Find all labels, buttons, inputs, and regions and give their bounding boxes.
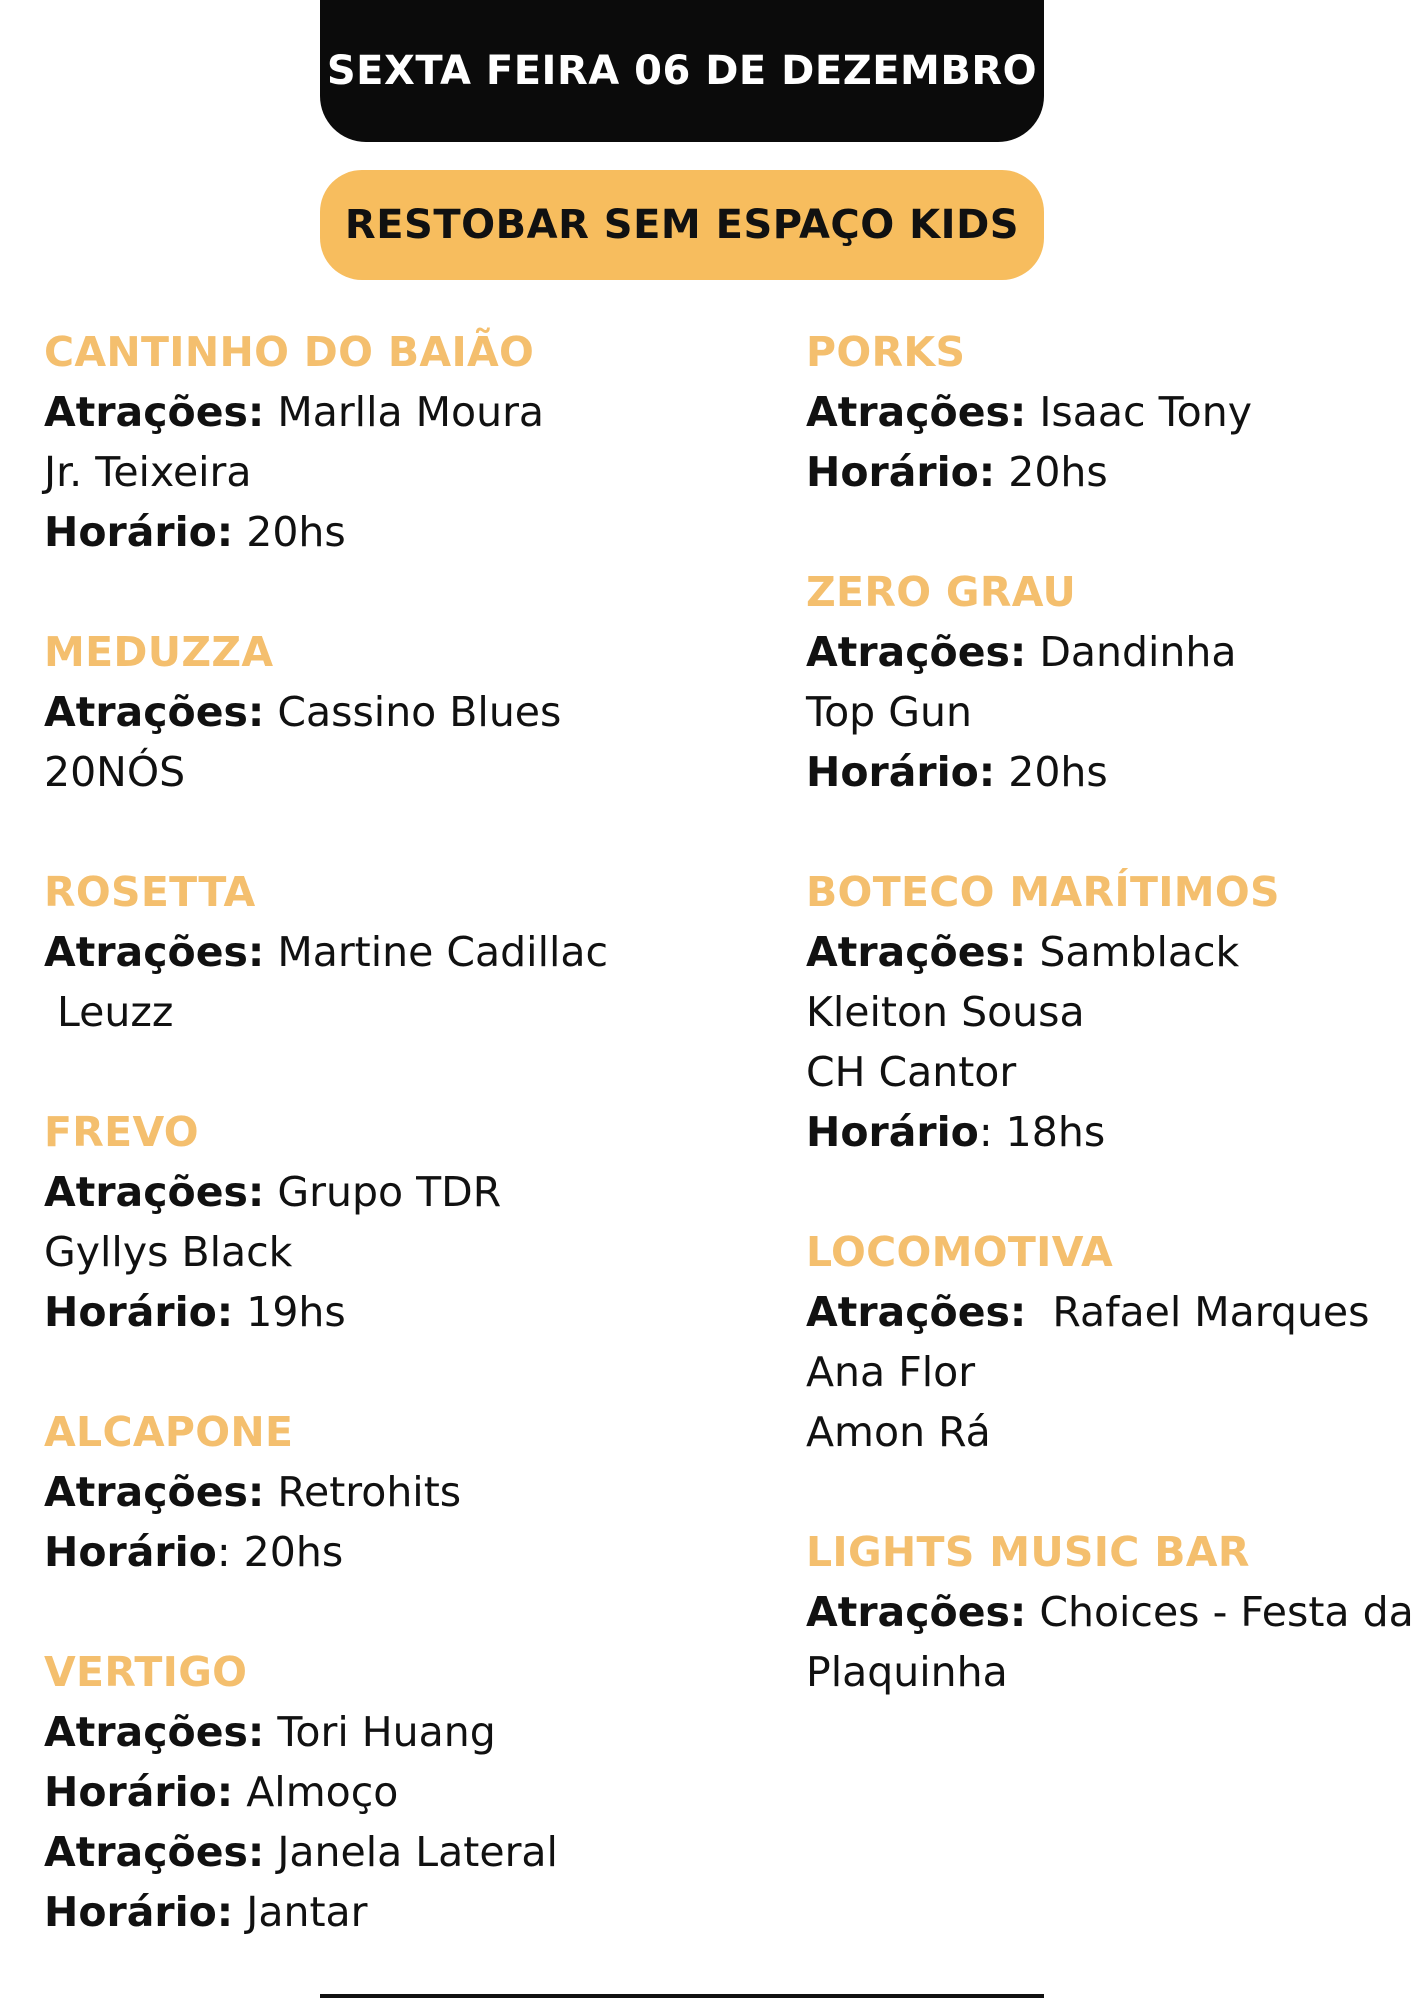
- venue-detail-line: [44, 502, 764, 562]
- venue-porks: [806, 322, 1416, 502]
- detail-label: Atrações:: [806, 1588, 1027, 1636]
- detail-value: Ana Flor: [806, 1348, 976, 1396]
- detail-label: Horário:: [806, 748, 996, 796]
- venue-detail-line: [806, 1402, 1416, 1462]
- detail-value: Kleiton Sousa: [806, 988, 1085, 1036]
- detail-value: Cassino Blues: [264, 688, 562, 736]
- detail-label: Atrações:: [44, 688, 265, 736]
- detail-label: Horário:: [806, 448, 996, 496]
- detail-value: Marlla Moura: [264, 388, 545, 436]
- venue-type-title: RESTOBAR SEM ESPAÇO KIDS: [344, 202, 1020, 248]
- venue-alcapone: [44, 1402, 764, 1582]
- venue-detail-line: [44, 1222, 764, 1282]
- venue-detail-line: [44, 682, 764, 742]
- detail-label: Atrações:: [44, 1828, 265, 1876]
- venue-detail-line: [806, 1342, 1416, 1402]
- venue-detail-line: [44, 382, 764, 442]
- detail-label: Horário:: [44, 1888, 234, 1936]
- detail-label: Atrações:: [806, 388, 1027, 436]
- venue-detail-line: [806, 742, 1416, 802]
- detail-value: Rafael Marques: [1026, 1288, 1370, 1336]
- venue-name: CANTINHO DO BAIÃO: [44, 328, 535, 376]
- venue-detail-line: [806, 922, 1416, 982]
- detail-value: Tori Huang: [264, 1708, 496, 1756]
- right-column: [806, 322, 1416, 1762]
- venue-type-banner: [320, 170, 1044, 280]
- venue-detail-line: [806, 1642, 1416, 1702]
- venue-cantinho-do-baiao: [44, 322, 764, 562]
- detail-label: Atrações:: [44, 1468, 265, 1516]
- detail-label: Horário:: [44, 1288, 234, 1336]
- venue-name: PORKS: [806, 328, 966, 376]
- venue-name: ALCAPONE: [44, 1408, 294, 1456]
- venue-detail-line: [806, 682, 1416, 742]
- detail-value: Isaac Tony: [1026, 388, 1253, 436]
- venue-name: VERTIGO: [44, 1648, 248, 1696]
- detail-value: Amon Rá: [806, 1408, 991, 1456]
- detail-label: Horário:: [44, 508, 234, 556]
- venue-detail-line: [44, 1822, 764, 1882]
- venue-detail-line: [44, 1162, 764, 1222]
- venue-detail-line: [806, 382, 1416, 442]
- detail-value: Dandinha: [1026, 628, 1237, 676]
- detail-label: Atrações:: [806, 928, 1027, 976]
- venue-detail-line: [44, 1522, 764, 1582]
- detail-value: Leuzz: [44, 988, 174, 1036]
- venue-name: ROSETTA: [44, 868, 256, 916]
- detail-label: Atrações:: [44, 928, 265, 976]
- detail-value: 20hs: [233, 508, 346, 556]
- venue-detail-line: [44, 922, 764, 982]
- detail-value: Martine Cadillac: [264, 928, 609, 976]
- venue-name: MEDUZZA: [44, 628, 274, 676]
- detail-value: Samblack: [1026, 928, 1240, 976]
- detail-label: Horário: [806, 1108, 979, 1156]
- venue-name: FREVO: [44, 1108, 199, 1156]
- venue-rosetta: [44, 862, 764, 1042]
- detail-label: Atrações:: [44, 388, 265, 436]
- detail-value: Jr. Teixeira: [44, 448, 252, 496]
- detail-value: 20hs: [995, 448, 1108, 496]
- detail-label: Atrações:: [44, 1708, 265, 1756]
- detail-value: Almoço: [233, 1768, 399, 1816]
- date-banner: [320, 0, 1044, 142]
- venue-lights-music-bar: [806, 1522, 1416, 1702]
- venue-meduzza: [44, 622, 764, 802]
- detail-value: : 20hs: [216, 1528, 344, 1576]
- venue-detail-line: [44, 1882, 764, 1942]
- detail-value: : 18hs: [978, 1108, 1106, 1156]
- venue-detail-line: [44, 1762, 764, 1822]
- venue-detail-line: [806, 982, 1416, 1042]
- venue-detail-line: [806, 1282, 1416, 1342]
- venue-detail-line: [806, 1042, 1416, 1102]
- detail-value: 20hs: [995, 748, 1108, 796]
- date-title: SEXTA FEIRA 06 DE DEZEMBRO: [326, 48, 1038, 94]
- detail-value: Plaquinha: [806, 1648, 1008, 1696]
- bottom-divider: [320, 1994, 1044, 1998]
- venue-detail-line: [44, 442, 764, 502]
- venue-detail-line: [806, 622, 1416, 682]
- venue-detail-line: [806, 1582, 1416, 1642]
- venue-detail-line: [44, 1462, 764, 1522]
- detail-value: Janela Lateral: [264, 1828, 558, 1876]
- detail-label: Horário:: [44, 1768, 234, 1816]
- detail-value: Jantar: [233, 1888, 368, 1936]
- detail-label: Atrações:: [44, 1168, 265, 1216]
- venue-detail-line: [44, 742, 764, 802]
- venue-detail-line: [44, 1282, 764, 1342]
- venue-detail-line: [44, 982, 764, 1042]
- venue-boteco-maritimos: [806, 862, 1416, 1162]
- detail-label: Atrações:: [806, 1288, 1027, 1336]
- detail-value: Choices - Festa da: [1026, 1588, 1414, 1636]
- detail-value: Grupo TDR: [264, 1168, 502, 1216]
- detail-value: Gyllys Black: [44, 1228, 293, 1276]
- detail-value: 19hs: [233, 1288, 346, 1336]
- venue-name: LOCOMOTIVA: [806, 1228, 1114, 1276]
- venue-locomotiva: [806, 1222, 1416, 1462]
- left-column: [44, 322, 764, 2002]
- venue-detail-line: [806, 442, 1416, 502]
- detail-label: Horário: [44, 1528, 217, 1576]
- venue-detail-line: [806, 1102, 1416, 1162]
- detail-value: Top Gun: [806, 688, 972, 736]
- venue-zero-grau: [806, 562, 1416, 802]
- detail-value: Retrohits: [264, 1468, 462, 1516]
- detail-label: Atrações:: [806, 628, 1027, 676]
- venue-name: LIGHTS MUSIC BAR: [806, 1528, 1250, 1576]
- detail-value: 20NÓS: [44, 748, 186, 796]
- venue-vertigo: [44, 1642, 764, 1942]
- venue-frevo: [44, 1102, 764, 1342]
- detail-value: CH Cantor: [806, 1048, 1017, 1096]
- venue-name: BOTECO MARÍTIMOS: [806, 868, 1280, 916]
- venue-name: ZERO GRAU: [806, 568, 1077, 616]
- venue-detail-line: [44, 1702, 764, 1762]
